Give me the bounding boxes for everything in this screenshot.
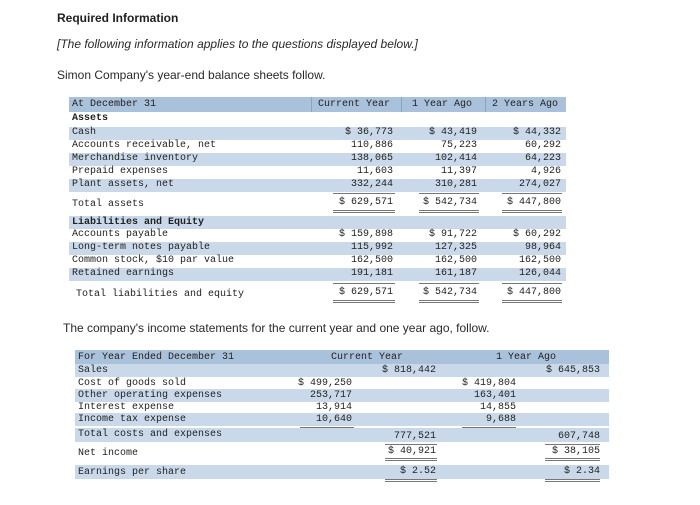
total-double-rule bbox=[502, 210, 562, 213]
tax-current: 10,640 bbox=[315, 414, 352, 425]
ap-1-year-ago: $ 91,722 bbox=[428, 229, 477, 240]
eps-current: $ 2.52 bbox=[399, 466, 436, 477]
row-label-cash: Cash bbox=[72, 127, 97, 138]
col-header-1-year-ago: 1 Year Ago bbox=[412, 99, 473, 110]
net-income-current: $ 40,921 bbox=[387, 446, 436, 457]
tax-prior: 9,688 bbox=[485, 414, 516, 425]
sum-rule bbox=[419, 283, 479, 284]
cogs-prior: $ 419,804 bbox=[461, 378, 516, 389]
plant-current: 332,244 bbox=[350, 179, 393, 190]
row-label-total-liabilities: Total liabilities and equity bbox=[76, 289, 245, 300]
income-statement-intro: The company's income statements for the current year and one year ago, follow. bbox=[63, 321, 490, 335]
inventory-1-year-ago: 102,414 bbox=[434, 153, 477, 164]
stock-2-years-ago: 162,500 bbox=[518, 255, 561, 266]
cash-current: $ 36,773 bbox=[344, 127, 393, 138]
inventory-2-years-ago: 64,223 bbox=[524, 153, 561, 164]
notes-current: 115,992 bbox=[350, 242, 393, 253]
cash-1-year-ago: $ 43,419 bbox=[428, 127, 477, 138]
sum-rule bbox=[502, 283, 562, 284]
re-1-year-ago: 161,187 bbox=[434, 268, 477, 279]
net-income-prior: $ 38,105 bbox=[551, 446, 600, 457]
total-double-rule bbox=[385, 458, 437, 461]
opex-prior: 163,401 bbox=[473, 390, 516, 401]
sum-rule bbox=[385, 444, 437, 445]
row-label-prepaid-expenses: Prepaid expenses bbox=[72, 166, 169, 177]
total-liab-2-years-ago: $ 447,800 bbox=[506, 287, 561, 298]
row-label-income-tax: Income tax expense bbox=[78, 414, 187, 425]
sum-rule bbox=[419, 193, 479, 194]
row-label-long-term-notes: Long-term notes payable bbox=[72, 242, 211, 253]
sum-rule bbox=[333, 283, 395, 284]
ap-current: $ 159,898 bbox=[338, 229, 393, 240]
sum-rule bbox=[300, 427, 354, 428]
row-label-other-operating: Other operating expenses bbox=[78, 390, 223, 401]
col-separator bbox=[401, 97, 402, 112]
total-double-rule bbox=[545, 479, 600, 482]
re-2-years-ago: 126,044 bbox=[518, 268, 561, 279]
sales-prior: $ 645,853 bbox=[545, 365, 600, 376]
assets-section-label: Assets bbox=[72, 113, 109, 124]
income-col-header-period: For Year Ended December 31 bbox=[78, 352, 235, 363]
row-label-merchandise-inventory: Merchandise inventory bbox=[72, 153, 199, 164]
plant-2-years-ago: 274,027 bbox=[518, 179, 561, 190]
total-assets-current: $ 629,571 bbox=[338, 197, 393, 208]
row-label-total-assets: Total assets bbox=[72, 199, 145, 210]
total-double-rule bbox=[545, 458, 600, 461]
income-col-header-prior: 1 Year Ago bbox=[496, 352, 557, 363]
total-assets-1-year-ago: $ 542,734 bbox=[422, 197, 477, 208]
col-header-2-years-ago: 2 Years Ago bbox=[492, 99, 559, 110]
instructions-note: [The following information applies to the questions displayed below.] bbox=[57, 37, 418, 51]
opex-current: 253,717 bbox=[309, 390, 352, 401]
total-costs-prior: 607,748 bbox=[557, 431, 600, 442]
interest-current: 13,914 bbox=[315, 402, 352, 413]
notes-1-year-ago: 127,325 bbox=[434, 242, 477, 253]
ap-2-years-ago: $ 60,292 bbox=[512, 229, 561, 240]
interest-prior: 14,855 bbox=[479, 402, 516, 413]
total-double-rule bbox=[419, 300, 479, 303]
row-label-eps: Earnings per share bbox=[78, 467, 187, 478]
col-header-date: At December 31 bbox=[72, 99, 157, 110]
plant-1-year-ago: 310,281 bbox=[434, 179, 477, 190]
row-label-accounts-payable: Accounts payable bbox=[72, 229, 169, 240]
ar-1-year-ago: 75,223 bbox=[440, 140, 477, 151]
stock-1-year-ago: 162,500 bbox=[434, 255, 477, 266]
row-label-sales: Sales bbox=[78, 365, 109, 376]
total-double-rule bbox=[333, 210, 395, 213]
cogs-current: $ 499,250 bbox=[297, 378, 352, 389]
balance-sheet-intro: Simon Company's year-end balance sheets follow. bbox=[57, 68, 326, 82]
row-label-accounts-receivable: Accounts receivable, net bbox=[72, 140, 217, 151]
prepaid-current: 11,603 bbox=[356, 166, 393, 177]
total-costs-current: 777,521 bbox=[393, 431, 436, 442]
row-label-retained-earnings: Retained earnings bbox=[72, 268, 175, 279]
sum-rule bbox=[462, 427, 516, 428]
total-assets-2-years-ago: $ 447,800 bbox=[506, 197, 561, 208]
total-liab-1-year-ago: $ 542,734 bbox=[422, 287, 477, 298]
row-label-total-costs: Total costs and expenses bbox=[78, 429, 223, 440]
stock-current: 162,500 bbox=[350, 255, 393, 266]
sum-rule bbox=[333, 193, 395, 194]
col-header-current-year: Current Year bbox=[318, 99, 391, 110]
col-separator bbox=[485, 97, 486, 112]
total-double-rule bbox=[419, 210, 479, 213]
sales-current: $ 818,442 bbox=[381, 365, 436, 376]
row-label-cogs: Cost of goods sold bbox=[78, 378, 187, 389]
inventory-current: 138,065 bbox=[350, 153, 393, 164]
cash-2-years-ago: $ 44,332 bbox=[512, 127, 561, 138]
sum-rule bbox=[502, 193, 562, 194]
prepaid-1-year-ago: 11,397 bbox=[440, 166, 477, 177]
income-col-header-current: Current Year bbox=[331, 352, 404, 363]
col-separator bbox=[311, 97, 312, 112]
row-label-common-stock: Common stock, $10 par value bbox=[72, 255, 235, 266]
prepaid-2-years-ago: 4,926 bbox=[530, 166, 561, 177]
row-label-plant-assets: Plant assets, net bbox=[72, 179, 175, 190]
eps-prior: $ 2.34 bbox=[563, 466, 600, 477]
ar-current: 110,886 bbox=[350, 140, 393, 151]
notes-2-years-ago: 98,964 bbox=[524, 242, 561, 253]
ar-2-years-ago: 60,292 bbox=[524, 140, 561, 151]
total-double-rule bbox=[333, 300, 395, 303]
required-information-title: Required Information bbox=[57, 11, 179, 25]
row-label-interest-expense: Interest expense bbox=[78, 402, 175, 413]
liabilities-section-label: Liabilities and Equity bbox=[72, 217, 205, 228]
row-label-net-income: Net income bbox=[78, 448, 139, 459]
total-double-rule bbox=[385, 479, 437, 482]
re-current: 191,181 bbox=[350, 268, 393, 279]
total-double-rule bbox=[502, 300, 562, 303]
sum-rule bbox=[545, 444, 600, 445]
total-liab-current: $ 629,571 bbox=[338, 287, 393, 298]
